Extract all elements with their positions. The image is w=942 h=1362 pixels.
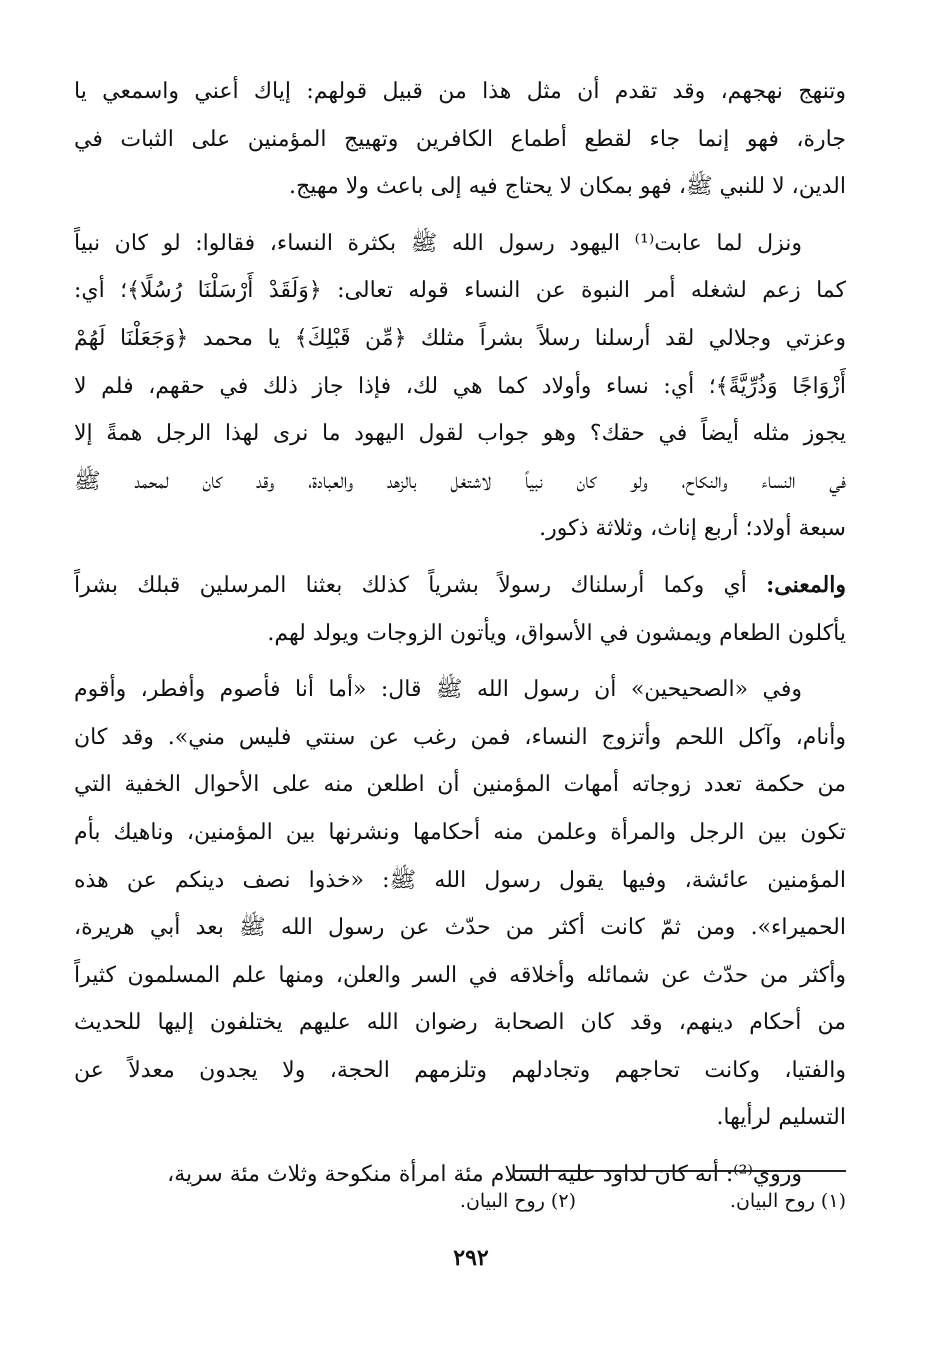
text-line: الحميراء». ومن ثمّ كانت أكثر من حدّث عن رسول الله ﷺ بعد أبي هريرة،	[74, 915, 846, 941]
paragraph-4	[74, 666, 846, 1142]
text-line: جارة، فهو إنما جاء لقطع أطماع الكافرين وتهييج المؤمنين على الثبات في	[74, 126, 846, 152]
paragraph-1	[74, 68, 846, 211]
text-line: سبعة أولاد؛ أربع إناث، وثلاثة ذكور.	[539, 516, 846, 542]
text-line: المؤمنين عائشة، وفيها يقول رسول الله ﷺ: «خذوا نصف دينكم عن هذه	[74, 867, 846, 893]
page-number: ٢٩٢	[453, 1245, 489, 1271]
text-line: أَزْوَاجًا وَذُرِّيَّةً﴾؛ أي: نساء وأولاد كما هي لك، فإذا جاز ذلك في حقهم، فلم لا	[74, 373, 846, 399]
text-line: في النساء والنكاح، ولو كان نبياً لاشتغل بالزهد والعبادة، وقد كان لمحمد ﷺ	[74, 468, 846, 494]
text-line: من حكمة تعدد زوجاته أمهات المؤمنين أن اطلعن منه على الأحوال الخفية التي	[74, 772, 846, 798]
paragraph-2	[74, 220, 846, 553]
paragraph-3	[74, 562, 846, 657]
text-line: وعزتي وجلالي لقد أرسلنا رسلاً بشراً مثلك ﴿مِّن قَبْلِكَ﴾ يا محمد ﴿وَجَعَلْنَا لَهُمْ	[74, 325, 846, 351]
text-line: من أحكام دينهم، وقد كان الصحابة رضوان الله عليهم يختلفون إليها للحديث	[74, 1010, 846, 1036]
text-line: وفي «الصحيحين» أن رسول الله ﷺ قال: «أما أنا فأصوم وأفطر، وأقوم	[74, 677, 802, 703]
text-line	[74, 562, 846, 610]
text-line: كما زعم لشغله أمر النبوة عن النساء قوله تعالى: ﴿وَلَقَدْ أَرْسَلْنَا رُسُلًا﴾؛ أي:	[74, 278, 846, 304]
text-line: وأنام، وآكل اللحم وأتزوج النساء، فمن رغب عن سنتي فليس مني». وقد كان	[74, 724, 846, 750]
main-text	[74, 68, 846, 1208]
text-line: الدين، لا للنبي ﷺ، فهو بمكان لا يحتاج فيه إلى باعث ولا مهيج.	[289, 174, 846, 200]
text-line: وتنهج نهجهم، وقد تقدم أن مثل هذا من قبيل قولهم: إياك أعني واسمعي يا	[74, 79, 846, 104]
text-line: ونزل لما عابت⁽¹⁾ اليهود رسول الله ﷺ بكثرة النساء، فقالوا: لو كان نبياً	[74, 230, 802, 256]
text-line-rest: أي وكما أرسلناك رسولاً بشرياً كذلك بعثنا المرسلين قبلك بشراً	[74, 572, 767, 598]
text-line: تكون بين الرجل والمرأة وعلمن منه أحكامها ونشرنها بين المؤمنين، وناهيك بأم	[74, 819, 846, 845]
text-line: وروي⁽²⁾: أنه كان لداود عليه السلام مئة امرأة منكوحة وثلاث مئة سرية،	[167, 1162, 802, 1188]
paragraph-lead: والمعنى:	[766, 571, 846, 598]
text-line: التسليم لرأيها.	[716, 1105, 846, 1131]
footnote-divider	[515, 1170, 846, 1172]
footnote-2: (٢) روح البيان.	[459, 1190, 576, 1212]
text-line: وأكثر من حدّث عن شمائله وأخلاقه في السر والعلن، ومنها علم المسلمون كثيراً	[74, 962, 846, 988]
text-line: يأكلون الطعام ويمشون في الأسواق، ويأتون الزوجات ويولد لهم.	[267, 620, 846, 646]
text-line: والفتيا، وكانت تحاجهم وتجادلهم وتلزمهم الحجة، ولا يجدون معدلاً عن	[74, 1057, 846, 1083]
footnote-1: (١) روح البيان.	[729, 1190, 846, 1212]
text-line: يجوز مثله أيضاً في حقك؟ وهو جواب لقول اليهود ما نرى لهذا الرجل همةً إلا	[74, 421, 846, 447]
